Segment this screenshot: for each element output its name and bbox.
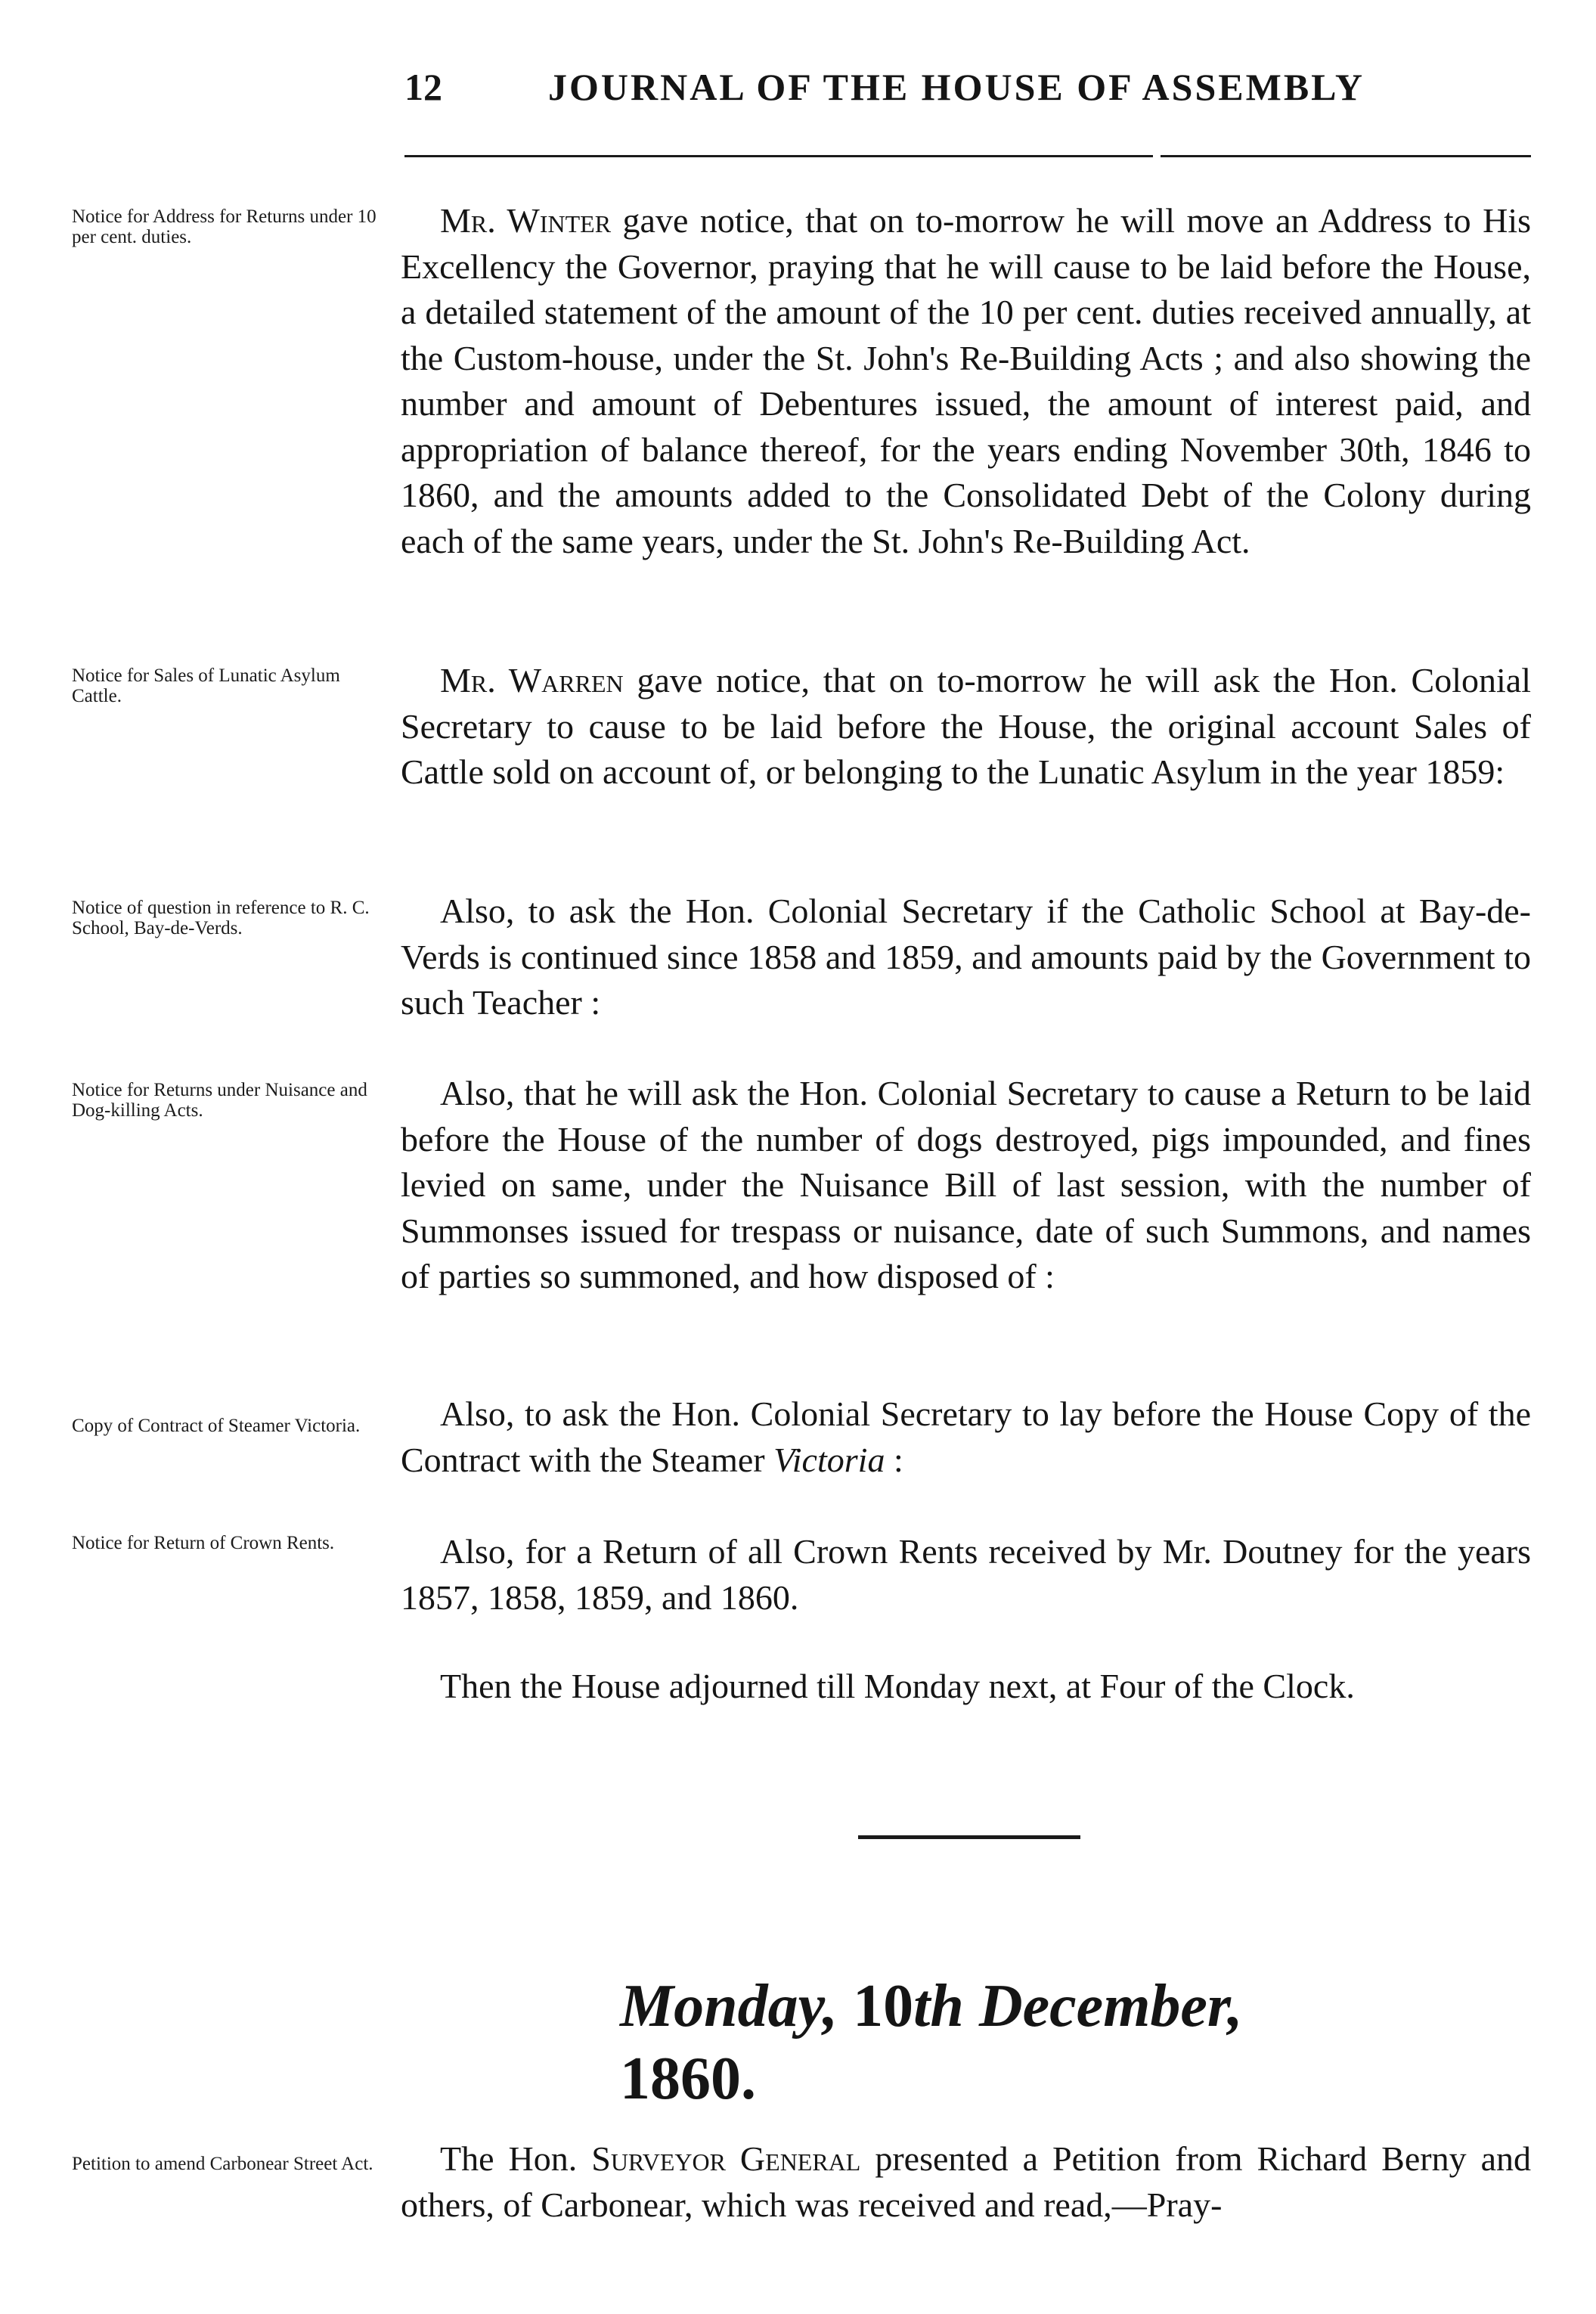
margin-note-address-returns: Notice for Address for Returns under 10 per cent. duties. xyxy=(72,206,377,247)
margin-note-steamer-contract: Copy of Contract of Steamer Victoria. xyxy=(72,1416,361,1436)
entry-steamer-end: : xyxy=(885,1440,903,1479)
section-divider xyxy=(858,1835,1080,1839)
entry-nuisance-return: Also, that he will ask the Hon. Colonial Secretary to cause a Return to be laid before the House of the number of dogs destroyed, pigs impounded, and fines levied on same, under the Nuisance Bill of last session, with the number of Summonses issued for trespass or nuisance, date of such Summons, and names of parties so summoned, and how disposed of : xyxy=(401,1074,1531,1295)
margin-note-rc-school: Notice of question in reference to R. C. School, Bay-de-Verds. xyxy=(72,898,370,938)
petition-text: presented a Petition from Richard Berny and others, of Carbonear, which was received and read,—Pray- xyxy=(401,2139,1531,2224)
entry-warren-notice xyxy=(401,658,1531,796)
entry-steamer-text: Also, to ask the Hon. Colonial Secretary to lay before the House Copy of the Contract with the Steamer xyxy=(401,1394,1531,1479)
speaker-winter: Mr. Winter xyxy=(440,201,612,240)
margin-note-carbonear-petition: Petition to amend Carbonear Street Act. xyxy=(72,2154,373,2174)
page-number: 12 xyxy=(404,66,442,108)
running-header xyxy=(404,65,1531,118)
entry-steamer-contract xyxy=(401,1391,1531,1483)
speaker-warren: Mr. Warren xyxy=(440,661,624,699)
margin-note-crown-rents: Notice for Return of Crown Rents. xyxy=(72,1533,335,1553)
entry-catholic-school: Also, to ask the Hon. Colonial Secretary if the Catholic School at Bay-de-Verds is continued since 1858 and 1859, and amounts paid by the Government to such Teacher : xyxy=(401,892,1531,1022)
date-month: December, xyxy=(978,1973,1243,2039)
entry-winter-notice xyxy=(401,198,1531,564)
entry-carbonear-petition xyxy=(401,2136,1531,2228)
entry-winter-text: gave notice, that on to-morrow he will move an Address to His Excellency the Governor, praying that he will cause to be laid before the House, a detailed statement of the amount of the 10 per cent. duties received annually, at the Custom-house, under the St. John's Re-Building Acts ; and also showing the number and amount of Debentures issued, the amount of interest paid, and appropriation of balance thereof, for the years ending November 30th, 1846 to 1860, and the amounts added to the Consolidated Debt of the Colony during each of the same years, under the St. John's Re-Building Act. xyxy=(401,201,1531,560)
header-rule-right xyxy=(1161,155,1531,157)
margin-note-nuisance-acts: Notice for Returns under Nuisance and Dog-killing Acts. xyxy=(72,1080,367,1121)
header-rule-left xyxy=(404,155,1153,157)
date-suffix: th xyxy=(913,1973,964,2039)
date-year: 1860. xyxy=(620,2046,756,2112)
date-day: 10 xyxy=(853,1973,914,2039)
running-title: JOURNAL OF THE HOUSE OF ASSEMBLY xyxy=(548,66,1365,108)
adjournment-line: Then the House adjourned till Monday next, at Four of the Clock. xyxy=(440,1667,1355,1705)
entry-crown-rents: Also, for a Return of all Crown Rents received by Mr. Doutney for the years 1857, 1858, 1859, and 1860. xyxy=(401,1532,1531,1617)
petition-intro: The Hon. xyxy=(440,2139,592,2178)
date-weekday: Monday, xyxy=(620,1973,838,2039)
margin-note-lunatic-cattle: Notice for Sales of Lunatic Asylum Cattle. xyxy=(72,665,340,706)
date-heading xyxy=(620,1970,1376,2115)
steamer-name: Victoria xyxy=(773,1440,885,1479)
speaker-surveyor-general: Surveyor General xyxy=(591,2139,861,2178)
entry-warren-text: gave notice, that on to-morrow he will ask the Hon. Colonial Secretary to cause to be laid before the House, the original account Sales of Cattle sold on account of, or belonging to the Lunatic Asylum in the year 1859: xyxy=(401,661,1532,791)
